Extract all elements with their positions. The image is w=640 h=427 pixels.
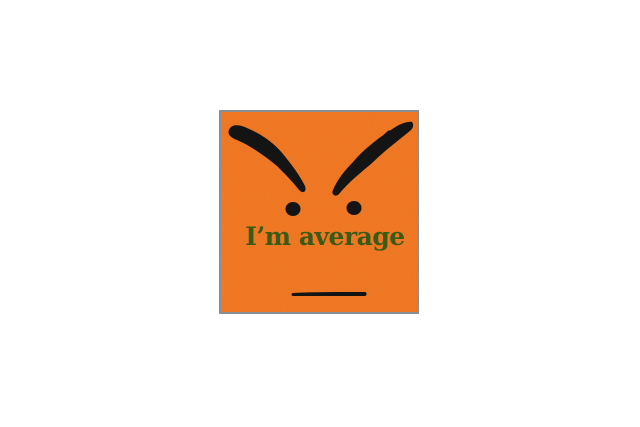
angry-face-illustration <box>219 110 419 314</box>
face-drawing <box>221 112 417 312</box>
caption-text: I’m average <box>245 222 405 251</box>
right-eye-icon <box>347 201 362 215</box>
left-eye-icon <box>286 202 301 216</box>
